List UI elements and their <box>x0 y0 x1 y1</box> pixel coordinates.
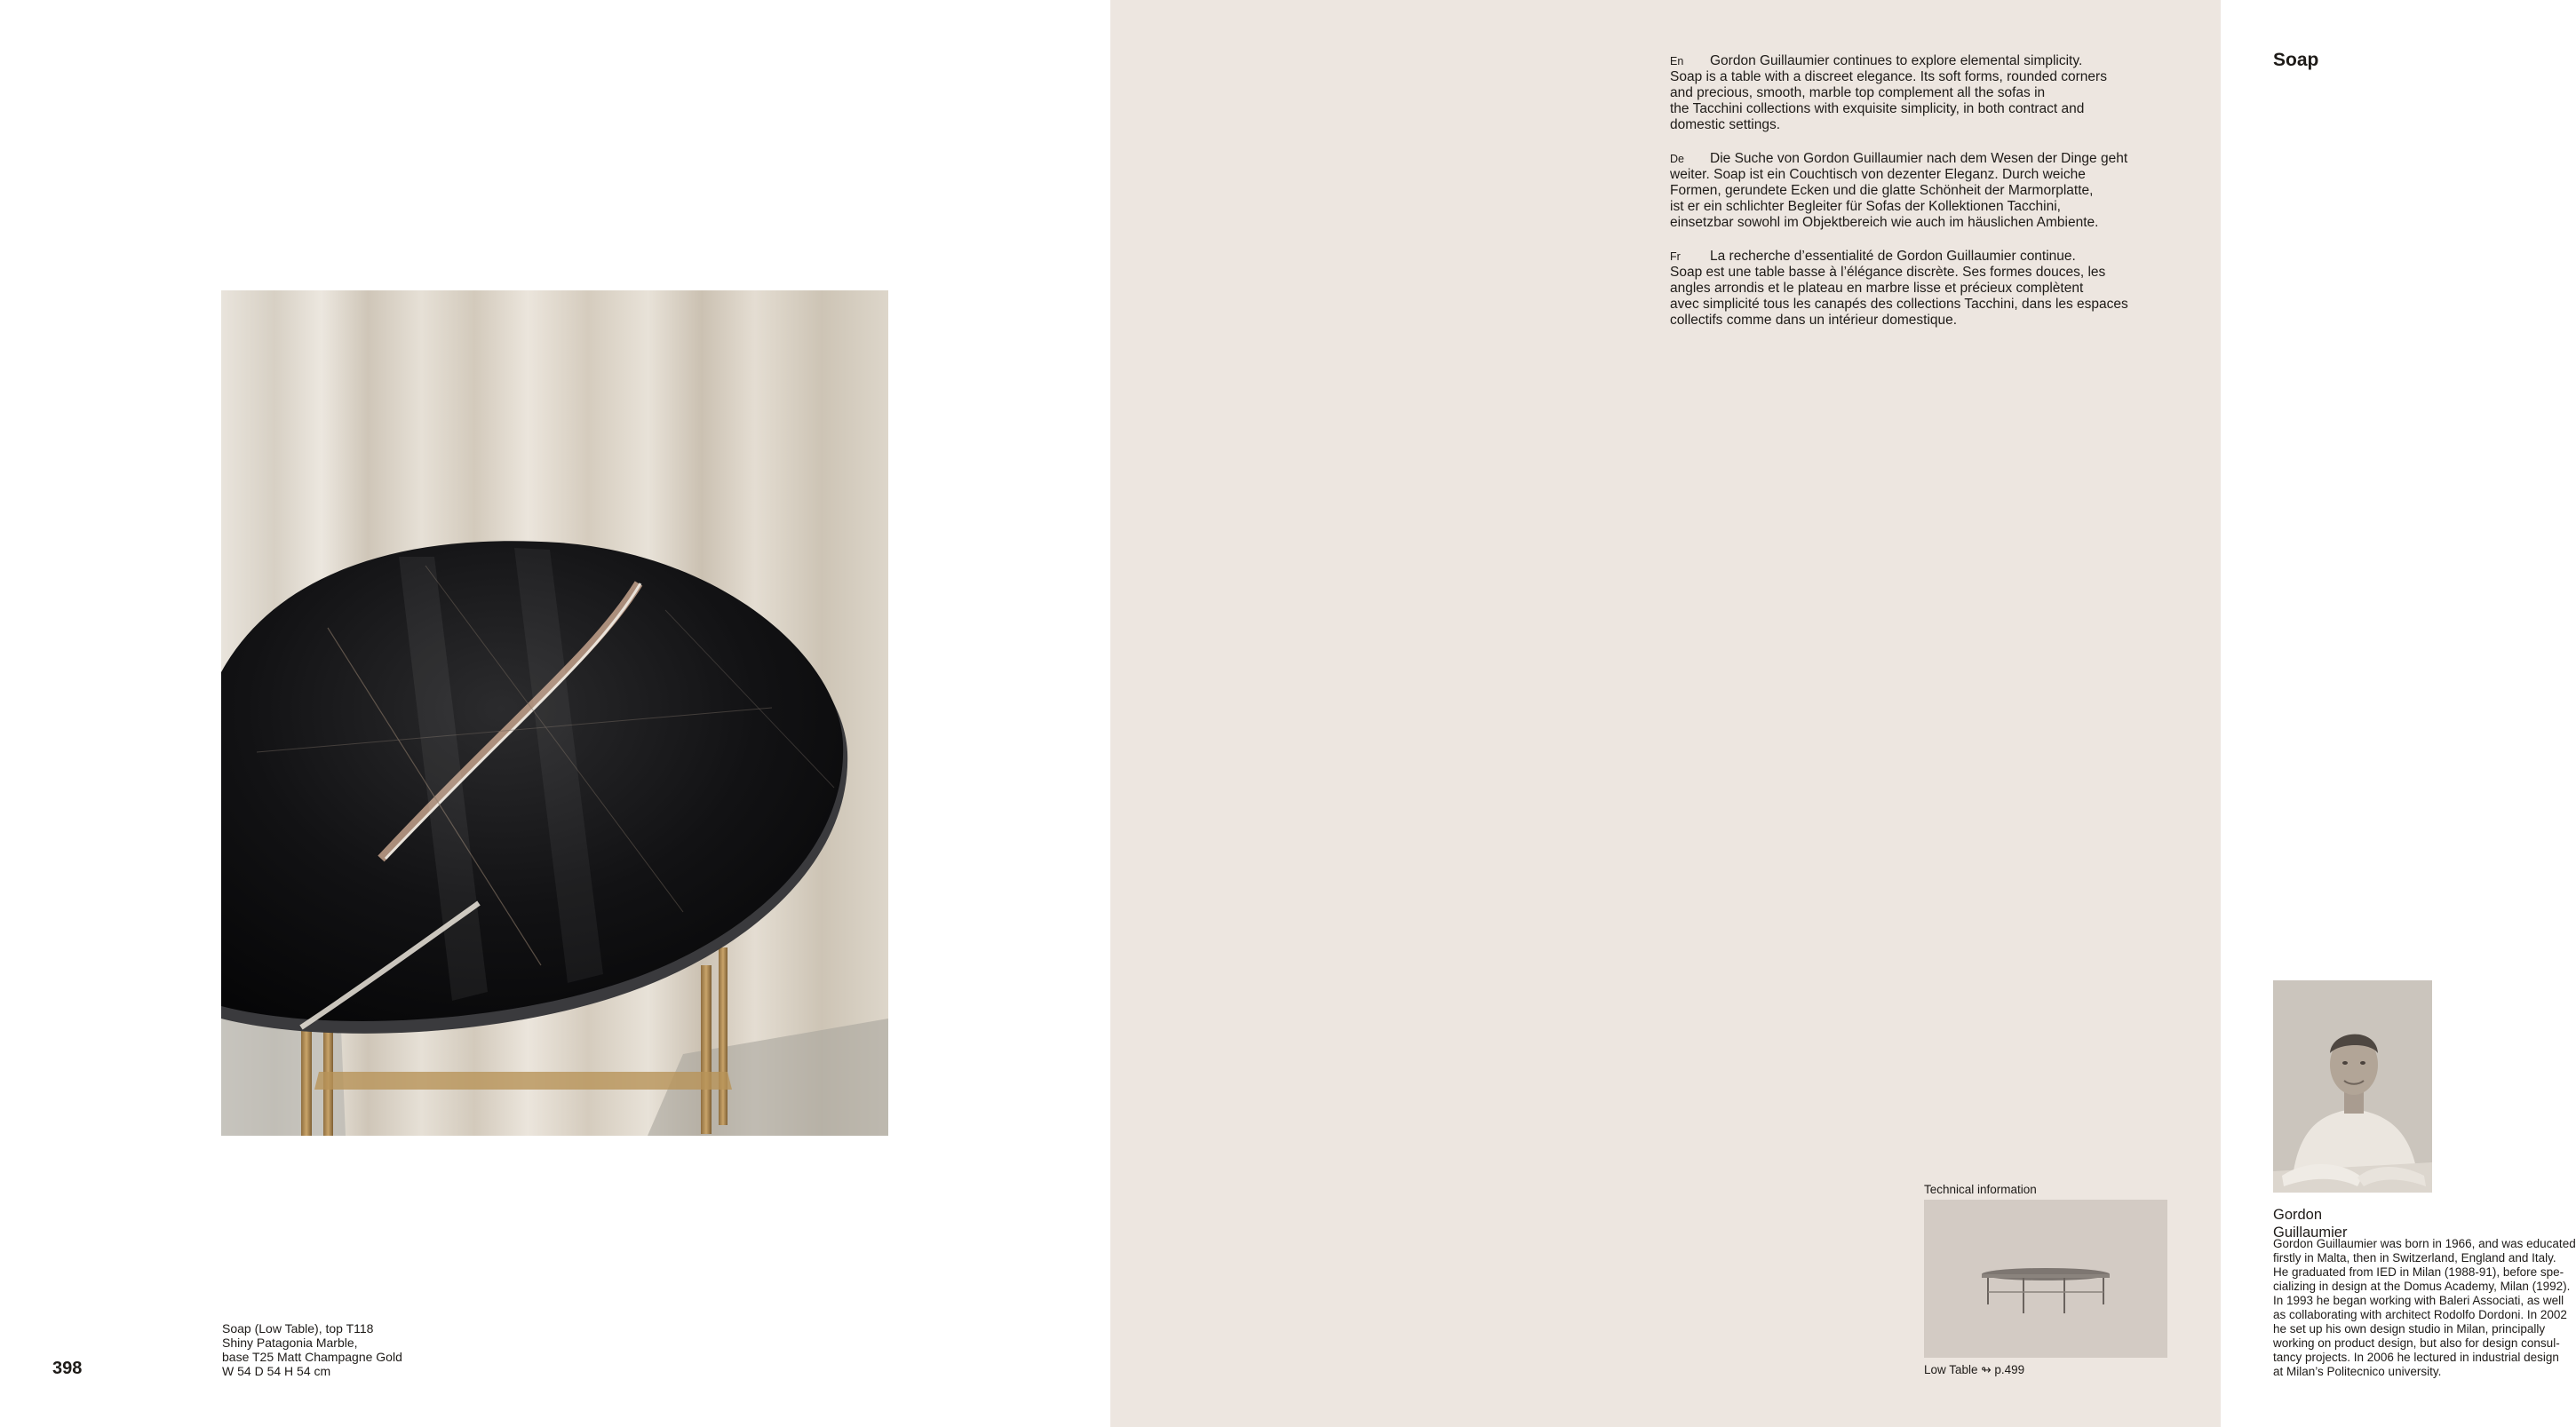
description-line: einsetzbar sowohl im Objektbereich wie auch im häuslichen Ambiente. <box>1670 215 2099 230</box>
bio-line: firstly in Malta, then in Switzerland, England and Italy. <box>2273 1251 2556 1264</box>
description-line: ist er ein schlichter Begleiter für Sofas der Kollektionen Tacchini, <box>1670 199 2061 214</box>
description-line: Gordon Guillaumier continues to explore elemental simplicity. <box>1710 53 2083 68</box>
low-table-link[interactable] <box>1924 1363 2024 1377</box>
bio-line: tancy projects. In 2006 he lectured in industrial design <box>2273 1351 2559 1364</box>
description-line: angles arrondis et le plateau en marbre lisse et précieux complètent <box>1670 281 2084 296</box>
caption-line: Shiny Patagonia Marble, <box>222 1336 358 1350</box>
bio-line: working on product design, but also for design consul- <box>2273 1336 2560 1350</box>
designer-bio <box>2273 1237 2576 1379</box>
bio-line: In 1993 he began working with Baleri Associati, as well <box>2273 1294 2564 1307</box>
bio-line: Gordon Guillaumier was born in 1966, and was educated <box>2273 1237 2576 1250</box>
bio-line: he set up his own design studio in Milan, principally <box>2273 1322 2546 1336</box>
description-line: the Tacchini collections with exquisite simplicity, in both contract and <box>1670 101 2085 116</box>
language-label: En <box>1670 55 1684 67</box>
description-en <box>1670 53 2185 133</box>
bio-line: as collaborating with architect Rodolfo Dordoni. In 2002 <box>2273 1308 2567 1321</box>
description-line: La recherche d’essentialité de Gordon Guillaumier continue. <box>1710 249 2076 264</box>
language-label: Fr <box>1670 250 1681 263</box>
link-label: Low Table <box>1924 1363 1978 1376</box>
description-line: Formen, gerundete Ecken und die glatte Schönheit der Marmorplatte, <box>1670 183 2094 198</box>
description-line: Soap is a table with a discreet elegance. Its soft forms, rounded corners <box>1670 69 2107 84</box>
product-title: Soap <box>2273 50 2319 70</box>
arrow-icon: ↬ <box>1981 1363 1992 1376</box>
description-line: collectifs comme dans un intérieur domestique. <box>1670 313 1958 328</box>
description-line: avec simplicité tous les canapés des collections Tacchini, dans les espaces <box>1670 297 2128 312</box>
designer-portrait <box>2273 980 2432 1193</box>
bio-line: at Milan’s Politecnico university. <box>2273 1365 2442 1378</box>
product-photo <box>221 290 888 1136</box>
technical-drawing <box>1924 1200 2167 1358</box>
product-caption <box>222 1321 489 1378</box>
description-line: and precious, smooth, marble top complement all the sofas in <box>1670 85 2046 100</box>
designer-name: Gordon Guillaumier <box>2273 1207 2348 1241</box>
description-de <box>1670 151 2185 231</box>
left-page <box>0 0 1110 1427</box>
description-line: domestic settings. <box>1670 117 1781 132</box>
page-reference: p.499 <box>1994 1363 2025 1376</box>
language-label: De <box>1670 153 1684 165</box>
caption-line: W 54 D 54 H 54 cm <box>222 1364 331 1378</box>
caption-line: base T25 Matt Champagne Gold <box>222 1350 402 1364</box>
description-fr <box>1670 249 2185 329</box>
description-line: Soap est une table basse à l’élégance discrète. Ses formes douces, les <box>1670 265 2106 280</box>
description-line: Die Suche von Gordon Guillaumier nach dem Wesen der Dinge geht <box>1710 151 2128 166</box>
bio-line: He graduated from IED in Milan (1988-91), before spe- <box>2273 1265 2564 1279</box>
technical-information-label: Technical information <box>1924 1183 2037 1196</box>
product-descriptions <box>1670 53 2185 346</box>
page-number: 398 <box>52 1359 83 1378</box>
caption-line: Soap (Low Table), top T118 <box>222 1321 374 1336</box>
description-line: weiter. Soap ist ein Couchtisch von dezenter Eleganz. Durch weiche <box>1670 167 2086 182</box>
bio-line: cializing in design at the Domus Academy, Milan (1992). <box>2273 1280 2571 1293</box>
